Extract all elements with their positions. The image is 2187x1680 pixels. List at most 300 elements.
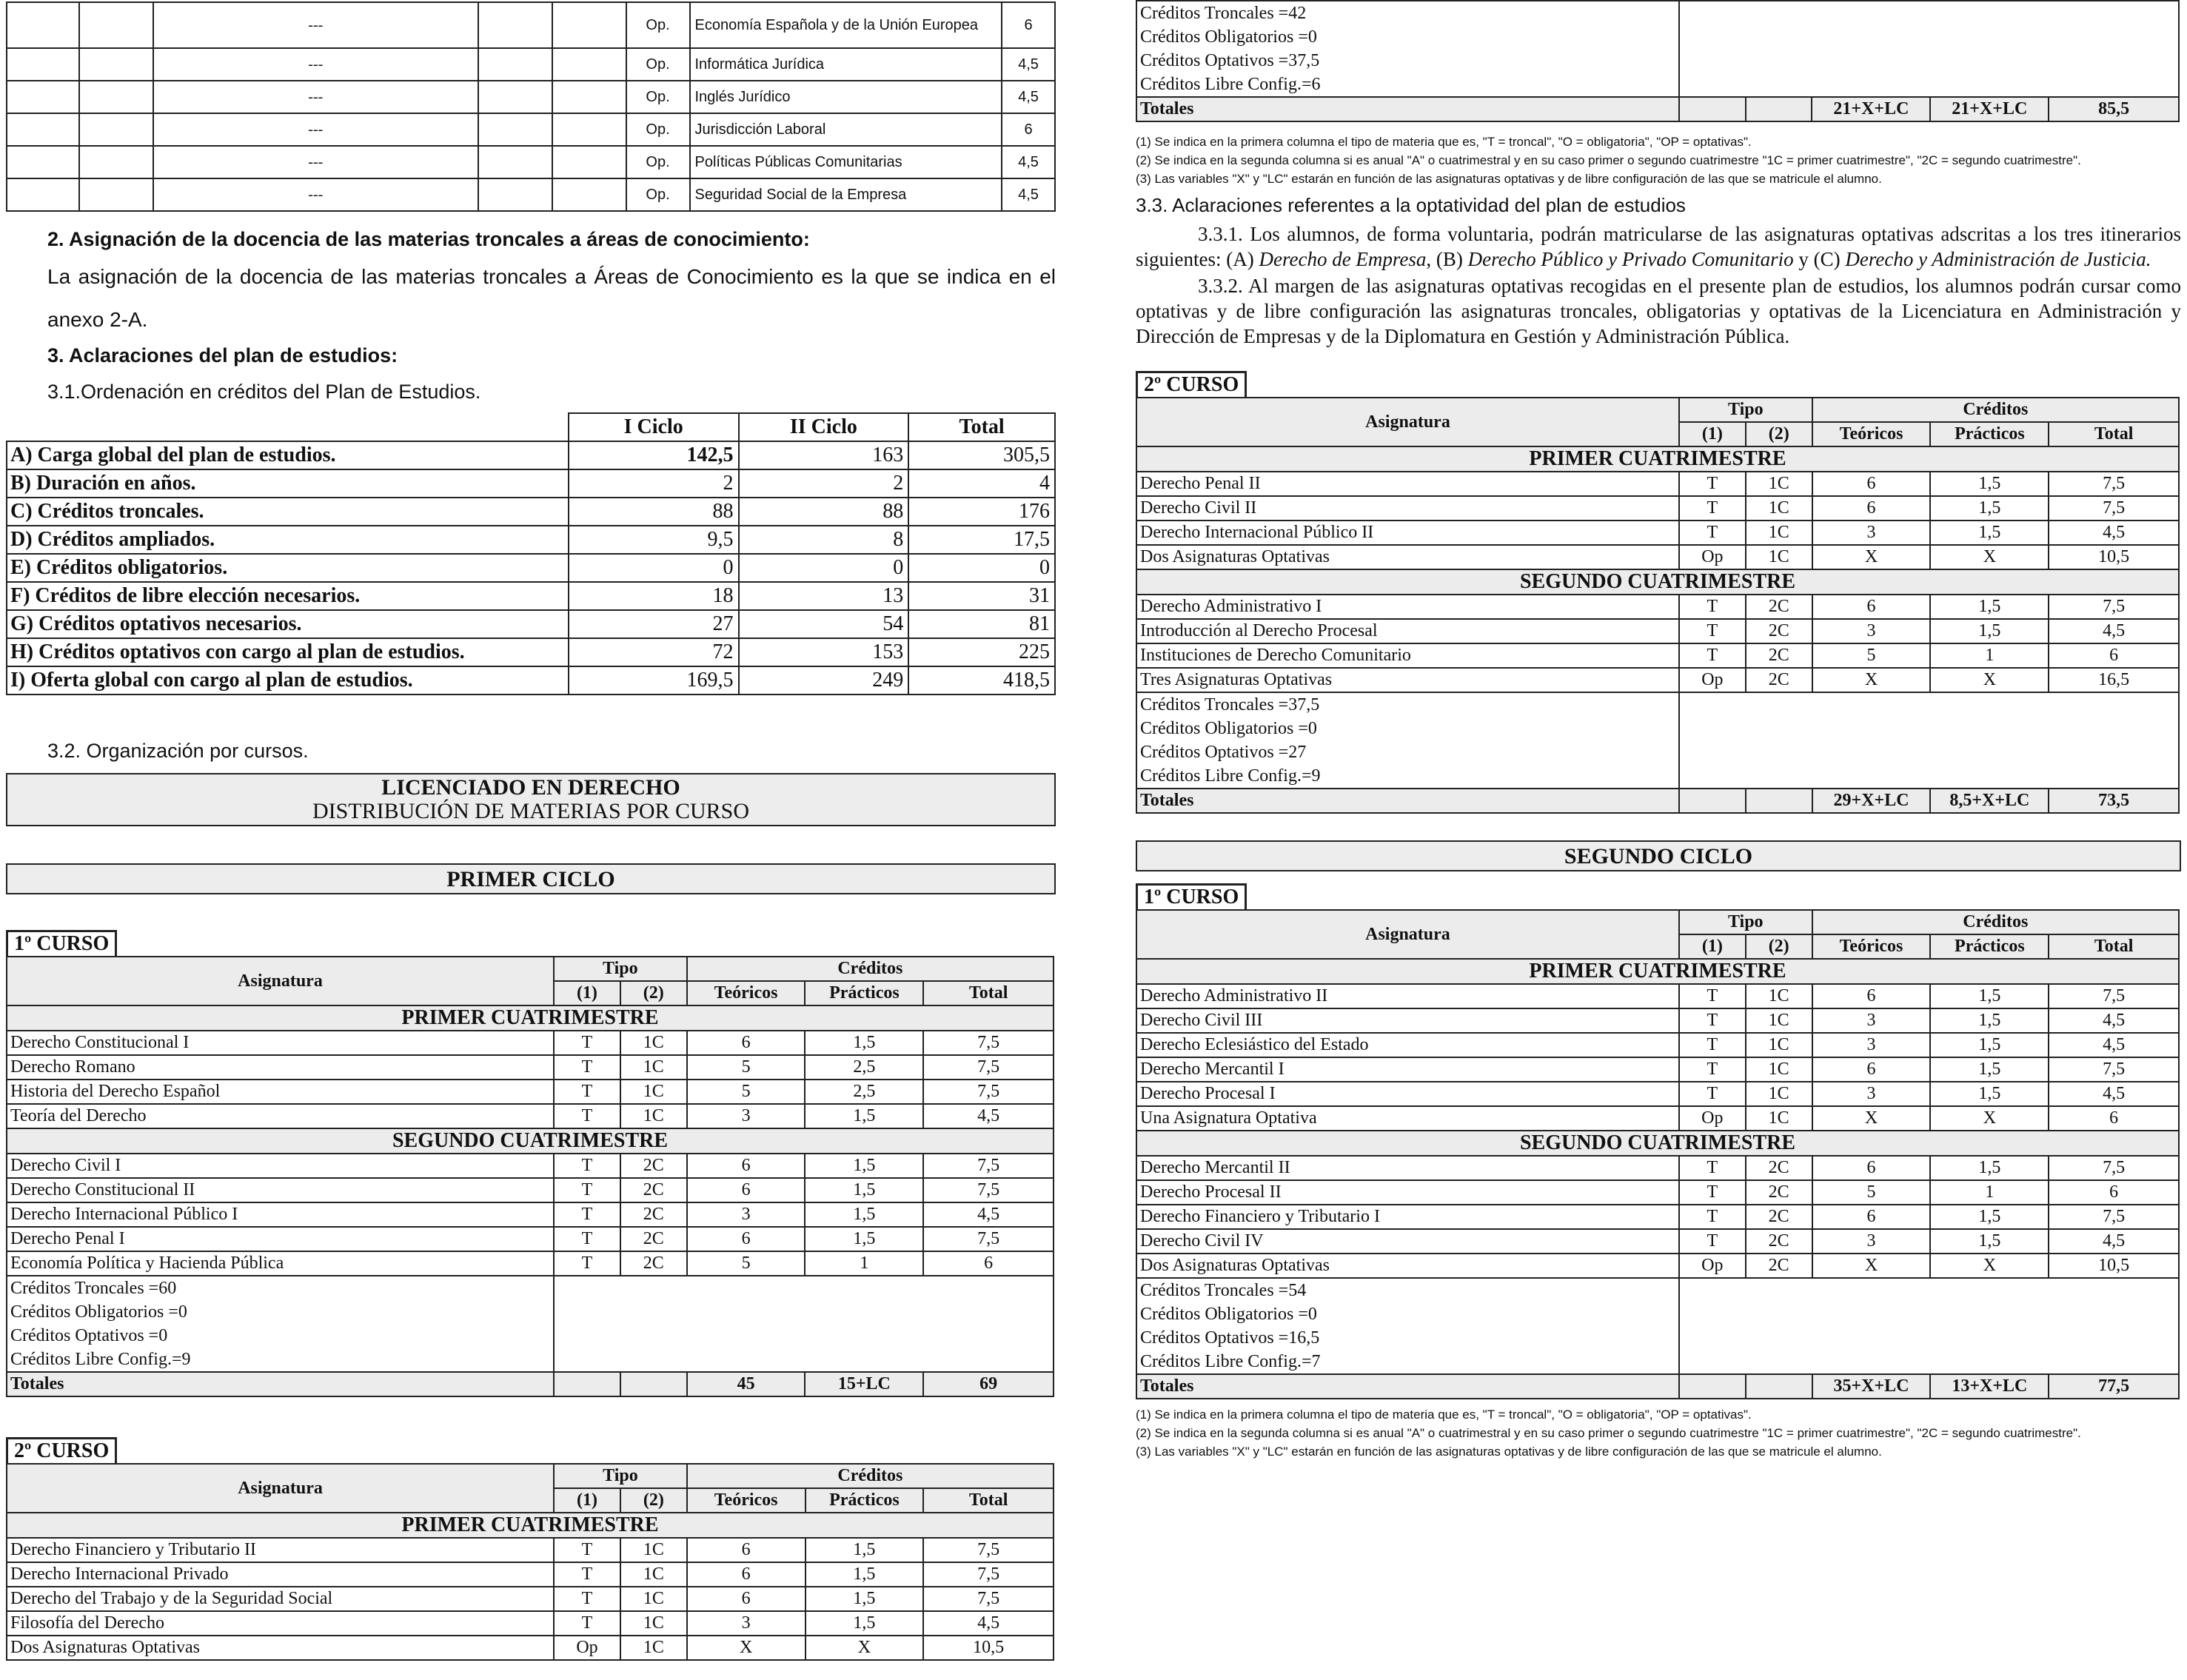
empty-cell — [7, 178, 79, 211]
subject-value: 1,5 — [805, 1031, 923, 1055]
tipo-header: Tipo — [1679, 398, 1812, 422]
type-cell: Op. — [626, 113, 690, 146]
summary-row — [7, 1276, 1054, 1372]
credits-total: 225 — [908, 638, 1055, 666]
subject-value: 1,5 — [1930, 1057, 2049, 1082]
t1-header: (1) — [1679, 422, 1746, 446]
totals-teoricos: 29+X+LC — [1812, 789, 1931, 813]
curso-tag: 2º CURSO — [6, 1437, 117, 1463]
subject-value: 6 — [923, 1251, 1054, 1276]
t1-header: (1) — [1679, 934, 1746, 959]
subject-value: T — [554, 1178, 620, 1202]
type-cell: Op. — [626, 81, 690, 113]
subject-value: 2C — [1746, 643, 1812, 668]
subject-name: Economía Española y de la Unión Europea — [690, 2, 1002, 48]
curso-tag: 2º CURSO — [1136, 371, 1247, 397]
subject-value: 1C — [620, 1104, 687, 1128]
credits-label: H) Créditos optativos con cargo al plan de estudios. — [7, 638, 569, 666]
subject-value: 1,5 — [805, 1104, 923, 1128]
segundo-ciclo-banner: SEGUNDO CICLO — [1136, 840, 2181, 871]
totals-total: 85,5 — [2049, 97, 2179, 121]
right-curso1 — [1136, 883, 2181, 1399]
subject-value: 1C — [1746, 472, 1812, 496]
subject-row — [1136, 1106, 2179, 1131]
subject-value: 7,5 — [923, 1080, 1054, 1104]
credits-ciclo1: 142,5 — [569, 441, 739, 469]
summary-blank — [1679, 692, 2179, 789]
totals-practicos: 8,5+X+LC — [1930, 789, 2049, 813]
subject-value: T — [554, 1055, 620, 1080]
empty-cell — [79, 146, 153, 178]
credits-label: C) Créditos troncales. — [7, 498, 569, 526]
credits-row — [7, 582, 1055, 610]
left-curso2-table — [6, 1463, 1054, 1661]
subject-row — [1136, 1082, 2179, 1106]
credits-ciclo2: 153 — [739, 638, 909, 666]
subject-value: 4,5 — [2049, 1033, 2179, 1057]
subject-row — [7, 1154, 1054, 1178]
dash-cell: --- — [153, 178, 478, 211]
subject-value: 2,5 — [805, 1055, 923, 1080]
totals-row — [1136, 1374, 2179, 1399]
footnote: (2) Se indica en la segunda columna si es anual "A" o cuatrimestral y en su caso primer o segundo cuatrimestre "1C = primer cuatrimestre", "2C = segundo cuatrimestre". — [1136, 153, 2081, 167]
creditos-header: Créditos — [687, 1464, 1054, 1488]
summary-blank — [554, 1276, 1054, 1372]
credits-row — [7, 666, 1055, 695]
summary-line: Créditos Libre Config.=9 — [10, 1350, 191, 1369]
subject-value: T — [1679, 1008, 1746, 1033]
subject-value: 2C — [1746, 595, 1812, 619]
semester-row — [1136, 569, 2179, 595]
summary-line: Créditos Troncales =42 — [1140, 4, 1307, 23]
subject-value: 6 — [687, 1587, 806, 1611]
empty-cell — [79, 81, 153, 113]
subject-value: T — [1679, 643, 1746, 668]
totals-row — [1136, 789, 2179, 813]
subject-value: 7,5 — [2049, 1205, 2179, 1229]
subject-name: Instituciones de Derecho Comunitario — [1136, 643, 1679, 668]
subject-value: 1,5 — [1930, 496, 2049, 521]
summary-line: Créditos Obligatorios =0 — [1140, 719, 1317, 738]
total-header: Total — [2049, 934, 2179, 959]
empty-cell — [1679, 1374, 1746, 1399]
subject-name: Derecho Mercantil II — [1136, 1156, 1679, 1180]
credits-cell: 4,5 — [1002, 146, 1055, 178]
optional-row — [7, 48, 1055, 81]
subject-value: 6 — [1812, 1156, 1931, 1180]
right-top-table — [1136, 0, 2180, 122]
section3-heading: 3. Aclaraciones del plan de estudios: — [47, 344, 398, 367]
subject-row — [7, 1636, 1054, 1660]
empty-cell — [1746, 97, 1812, 121]
subject-value: 1,5 — [1930, 595, 2049, 619]
subject-value: 4,5 — [923, 1202, 1054, 1227]
subject-value: 1,5 — [805, 1178, 923, 1202]
subject-value: 10,5 — [2049, 545, 2179, 569]
subject-name: Derecho Procesal II — [1136, 1180, 1679, 1205]
summary-line: Créditos Optativos =27 — [1140, 743, 1307, 762]
empty-cell — [7, 48, 79, 81]
subject-value: 1C — [1746, 1057, 1812, 1082]
subject-value: 5 — [687, 1251, 806, 1276]
total-header: Total — [923, 981, 1054, 1005]
tipo-header: Tipo — [554, 957, 687, 981]
subject-value: 1,5 — [805, 1154, 923, 1178]
credits-label: D) Créditos ampliados. — [7, 526, 569, 554]
subject-value: 6 — [687, 1562, 806, 1587]
credits-total: 31 — [908, 582, 1055, 610]
subject-value: 6 — [1812, 472, 1931, 496]
credits-total: 4 — [908, 469, 1055, 498]
subject-value: T — [1679, 496, 1746, 521]
credits-ciclo1: 72 — [569, 638, 739, 666]
subject-value: 7,5 — [923, 1178, 1054, 1202]
totals-row — [1136, 97, 2179, 121]
teoricos-header: Teóricos — [687, 981, 806, 1005]
totals-total: 69 — [923, 1372, 1054, 1396]
empty-cell — [1746, 1374, 1812, 1399]
subject-value: T — [1679, 1205, 1746, 1229]
subject-value: 2C — [620, 1202, 687, 1227]
totals-practicos: 21+X+LC — [1930, 97, 2049, 121]
p331-itinerary-b: Derecho Público y Privado Comunitario — [1467, 248, 1794, 270]
subject-value: 3 — [1812, 619, 1931, 643]
subject-value: 4,5 — [2049, 619, 2179, 643]
subject-name: Historia del Derecho Español — [7, 1080, 554, 1104]
semester-row — [1136, 1131, 2179, 1156]
summary-line: Créditos Obligatorios =0 — [10, 1302, 187, 1322]
subject-value: T — [554, 1611, 620, 1636]
totals-practicos: 15+LC — [805, 1372, 923, 1396]
credits-total: 17,5 — [908, 526, 1055, 554]
credits-summary — [1136, 1278, 1679, 1374]
summary-blank — [1679, 1, 2179, 97]
subject-value: 5 — [1812, 643, 1931, 668]
totals-practicos: 13+X+LC — [1930, 1374, 2049, 1399]
subject-value: X — [1930, 668, 2049, 692]
credits-total: 0 — [908, 554, 1055, 582]
subject-value: T — [1679, 1156, 1746, 1180]
empty-cell — [554, 1372, 620, 1396]
totals-teoricos: 35+X+LC — [1812, 1374, 1931, 1399]
subject-value: 1,5 — [806, 1587, 924, 1611]
subject-name: Una Asignatura Optativa — [1136, 1106, 1679, 1131]
creditos-header: Créditos — [687, 957, 1054, 981]
dash-cell: --- — [153, 2, 478, 48]
asignatura-header: Asignatura — [7, 1464, 554, 1513]
subject-value: Op — [554, 1636, 620, 1660]
subject-name: Seguridad Social de la Empresa — [690, 178, 1002, 211]
credits-total: 176 — [908, 498, 1055, 526]
subject-name: Tres Asignaturas Optativas — [1136, 668, 1679, 692]
semester-title: PRIMER CUATRIMESTRE — [7, 1513, 1054, 1538]
subject-value: 1C — [1746, 1082, 1812, 1106]
dash-cell: --- — [153, 48, 478, 81]
right-curso1-table — [1136, 909, 2180, 1399]
total-header: Total — [923, 1488, 1054, 1513]
subject-row — [7, 1178, 1054, 1202]
empty-cell — [478, 81, 552, 113]
subject-row — [7, 1055, 1054, 1080]
empty-cell — [552, 48, 626, 81]
subject-value: T — [1679, 984, 1746, 1008]
totals-teoricos: 45 — [687, 1372, 806, 1396]
subject-value: 7,5 — [923, 1538, 1054, 1562]
subject-name: Teoría del Derecho — [7, 1104, 554, 1128]
subject-name: Derecho Mercantil I — [1136, 1057, 1679, 1082]
degree-subtitle: DISTRIBUCIÓN DE MATERIAS POR CURSO — [312, 799, 750, 823]
credits-ciclo2: 88 — [739, 498, 909, 526]
subject-name: Derecho Civil III — [1136, 1008, 1679, 1033]
subject-value: 1C — [620, 1587, 687, 1611]
subject-value: X — [1930, 1254, 2049, 1278]
subject-value: T — [1679, 595, 1746, 619]
p331-itinerary-c: Derecho y Administración de Justicia. — [1845, 248, 2151, 270]
subject-row — [7, 1202, 1054, 1227]
totals-label: Totales — [1136, 1374, 1679, 1399]
credits-ciclo2: 54 — [739, 610, 909, 638]
p331-text: 3.3.1. Los alumnos, de forma voluntaria, podrán matricularse de las asignaturas optativas adscritas a los tres itinerarios siguientes: (A) — [1136, 223, 2181, 270]
subject-value: X — [806, 1636, 924, 1660]
subject-value: T — [1679, 1180, 1746, 1205]
subject-value: 7,5 — [2049, 1057, 2179, 1082]
semester-row — [7, 1128, 1054, 1154]
subject-value: 2C — [1746, 1180, 1812, 1205]
p331-itinerary-a: Derecho de Empresa — [1259, 248, 1427, 270]
subject-name: Derecho Romano — [7, 1055, 554, 1080]
subject-value: 7,5 — [923, 1587, 1054, 1611]
subject-value: 4,5 — [2049, 1008, 2179, 1033]
subject-row — [1136, 1008, 2179, 1033]
subject-value: 4,5 — [923, 1104, 1054, 1128]
credits-ciclo1: 9,5 — [569, 526, 739, 554]
credits-ciclo2: 0 — [739, 554, 909, 582]
p331-sep2: y (C) — [1793, 248, 1846, 270]
section2-heading: 2. Asignación de la docencia de las materias troncales a áreas de conocimiento: — [47, 228, 810, 250]
empty-cell — [7, 113, 79, 146]
semester-row — [1136, 959, 2179, 984]
semester-title: SEGUNDO CUATRIMESTRE — [1136, 1131, 2179, 1156]
subject-name: Derecho Internacional Público II — [1136, 521, 1679, 545]
subject-row — [1136, 1229, 2179, 1254]
summary-line: Créditos Troncales =37,5 — [1140, 695, 1320, 714]
type-cell: Op. — [626, 48, 690, 81]
totals-row — [7, 1372, 1054, 1396]
subject-name: Dos Asignaturas Optativas — [7, 1636, 554, 1660]
subject-value: T — [1679, 1033, 1746, 1057]
totals-total: 73,5 — [2049, 789, 2179, 813]
semester-title: PRIMER CUATRIMESTRE — [7, 1005, 1054, 1031]
subject-value: 2C — [1746, 619, 1812, 643]
subject-value: 1,5 — [1930, 472, 2049, 496]
subject-row — [1136, 984, 2179, 1008]
subject-row — [1136, 521, 2179, 545]
summary-line: Créditos Obligatorios =0 — [1140, 1305, 1317, 1324]
subject-value: 16,5 — [2049, 668, 2179, 692]
creditos-header: Créditos — [1812, 910, 2179, 934]
summary-blank — [1679, 1278, 2179, 1374]
subject-value: 5 — [687, 1080, 806, 1104]
semester-row — [7, 1513, 1054, 1538]
right-curso2-table — [1136, 397, 2180, 814]
subject-value: 3 — [1812, 1033, 1931, 1057]
t2-header: (2) — [1746, 934, 1812, 959]
subject-row — [1136, 1205, 2179, 1229]
subject-value: 1C — [1746, 1008, 1812, 1033]
subject-value: X — [1812, 1106, 1931, 1131]
subject-value: 3 — [687, 1202, 806, 1227]
subject-name: Introducción al Derecho Procesal — [1136, 619, 1679, 643]
empty-cell — [1679, 789, 1746, 813]
subject-row — [1136, 1254, 2179, 1278]
subject-value: 6 — [2049, 1106, 2179, 1131]
summary-line: Créditos Libre Config.=9 — [1140, 766, 1321, 786]
subject-row — [7, 1562, 1054, 1587]
empty-cell — [1679, 97, 1746, 121]
footnote: (1) Se indica en la primera columna el tipo de materia que es, "T = troncal", "O = obligatoria", "OP = optativas". — [1136, 1408, 1752, 1422]
credits-header-3: Total — [908, 413, 1055, 441]
semester-row — [7, 1005, 1054, 1031]
subject-name: Informática Jurídica — [690, 48, 1002, 81]
dash-cell: --- — [153, 146, 478, 178]
optional-row — [7, 178, 1055, 211]
subject-value: T — [554, 1587, 620, 1611]
summary-line: Créditos Troncales =60 — [10, 1279, 177, 1298]
credits-ciclo1: 2 — [569, 469, 739, 498]
left-curso1 — [6, 930, 1056, 1397]
subject-value: 6 — [687, 1178, 806, 1202]
subject-value: 4,5 — [2049, 1082, 2179, 1106]
subject-name: Derecho Constitucional I — [7, 1031, 554, 1055]
subject-value: Op — [1679, 545, 1746, 569]
tipo-header: Tipo — [1679, 910, 1812, 934]
subject-value: 3 — [1812, 1008, 1931, 1033]
semester-title: SEGUNDO CUATRIMESTRE — [7, 1128, 1054, 1154]
credits-ciclo1: 88 — [569, 498, 739, 526]
footnote: (3) Las variables "X" y "LC" estarán en función de las asignaturas optativas y de libre configuración de las que se matricule el alumno. — [1136, 172, 1882, 186]
practicos-header: Prácticos — [1930, 934, 2049, 959]
subject-value: 1,5 — [1930, 1229, 2049, 1254]
subject-value: 2C — [620, 1154, 687, 1178]
credits-cell: 4,5 — [1002, 178, 1055, 211]
subject-value: T — [1679, 1057, 1746, 1082]
credits-row — [7, 610, 1055, 638]
subject-value: 2C — [620, 1178, 687, 1202]
subject-value: 3 — [687, 1611, 806, 1636]
subject-value: 6 — [2049, 643, 2179, 668]
subject-value: 6 — [1812, 1057, 1931, 1082]
optional-row — [7, 81, 1055, 113]
asignatura-header: Asignatura — [1136, 398, 1679, 446]
subject-value: X — [1812, 668, 1931, 692]
subject-value: 2C — [1746, 1229, 1812, 1254]
subject-value: 1,5 — [1930, 1156, 2049, 1180]
subject-value: 2C — [1746, 1254, 1812, 1278]
subject-value: 7,5 — [2049, 595, 2179, 619]
asignatura-header: Asignatura — [7, 957, 554, 1005]
degree-title: LICENCIADO EN DERECHO — [381, 775, 680, 800]
summary-line: Créditos Libre Config.=7 — [1140, 1352, 1321, 1371]
subject-value: T — [554, 1251, 620, 1276]
subject-value: 7,5 — [2049, 472, 2179, 496]
subject-name: Filosofía del Derecho — [7, 1611, 554, 1636]
totals-label: Totales — [1136, 97, 1679, 121]
header-row — [1136, 910, 2179, 934]
subject-value: 1C — [620, 1080, 687, 1104]
subject-row — [1136, 1057, 2179, 1082]
subject-value: 7,5 — [923, 1055, 1054, 1080]
subject-value: 3 — [1812, 521, 1931, 545]
credits-label: F) Créditos de libre elección necesarios. — [7, 582, 569, 610]
subject-row — [1136, 496, 2179, 521]
credits-cell: 6 — [1002, 2, 1055, 48]
subject-row — [1136, 595, 2179, 619]
subject-name: Políticas Públicas Comunitarias — [690, 146, 1002, 178]
empty-cell — [79, 2, 153, 48]
subject-value: T — [554, 1031, 620, 1055]
subject-value: X — [687, 1636, 806, 1660]
section2-text: La asignación de la docencia de las materias troncales a Áreas de Conocimiento es la que se indica en el anexo 2-A. — [47, 265, 1056, 331]
empty-cell — [79, 113, 153, 146]
empty-cell — [7, 2, 79, 48]
credits-total: 418,5 — [908, 666, 1055, 695]
subject-value: 1 — [805, 1251, 923, 1276]
subject-value: 5 — [1812, 1180, 1931, 1205]
credits-label: E) Créditos obligatorios. — [7, 554, 569, 582]
credits-label: G) Créditos optativos necesarios. — [7, 610, 569, 638]
subject-value: T — [554, 1227, 620, 1251]
t2-header: (2) — [620, 981, 687, 1005]
subject-name: Derecho Penal II — [1136, 472, 1679, 496]
semester-row — [1136, 446, 2179, 472]
subject-row — [1136, 1180, 2179, 1205]
section33-title: 3.3. Aclaraciones referentes a la optatividad del plan de estudios — [1136, 194, 1686, 216]
subject-row — [1136, 1156, 2179, 1180]
subject-name: Inglés Jurídico — [690, 81, 1002, 113]
t2-header: (2) — [620, 1488, 687, 1513]
credits-header-2: II Ciclo — [739, 413, 909, 441]
subject-name: Derecho Financiero y Tributario I — [1136, 1205, 1679, 1229]
section32-title: 3.2. Organización por cursos. — [47, 740, 309, 762]
empty-cell — [79, 178, 153, 211]
subject-value: 1,5 — [1930, 619, 2049, 643]
credits-ciclo1: 18 — [569, 582, 739, 610]
subject-value: 7,5 — [923, 1227, 1054, 1251]
subject-name: Derecho Financiero y Tributario II — [7, 1538, 554, 1562]
subject-row — [7, 1251, 1054, 1276]
empty-cell — [478, 48, 552, 81]
summary-row — [1136, 1278, 2179, 1374]
credits-ciclo2: 2 — [739, 469, 909, 498]
total-header: Total — [2049, 422, 2179, 446]
t1-header: (1) — [554, 1488, 620, 1513]
credits-row — [7, 441, 1055, 469]
subject-value: T — [1679, 1082, 1746, 1106]
subject-value: 1,5 — [806, 1562, 924, 1587]
teoricos-header: Teóricos — [687, 1488, 806, 1513]
right-column — [1136, 0, 2181, 1461]
totals-label: Totales — [1136, 789, 1679, 813]
subject-name: Derecho del Trabajo y de la Seguridad Social — [7, 1587, 554, 1611]
subject-name: Derecho Eclesiástico del Estado — [1136, 1033, 1679, 1057]
subject-value: T — [554, 1202, 620, 1227]
subject-value: 4,5 — [923, 1611, 1054, 1636]
subject-row — [7, 1587, 1054, 1611]
subject-value: 6 — [687, 1154, 806, 1178]
subject-value: 1C — [620, 1031, 687, 1055]
subject-value: 4,5 — [2049, 1229, 2179, 1254]
subject-name: Derecho Constitucional II — [7, 1178, 554, 1202]
